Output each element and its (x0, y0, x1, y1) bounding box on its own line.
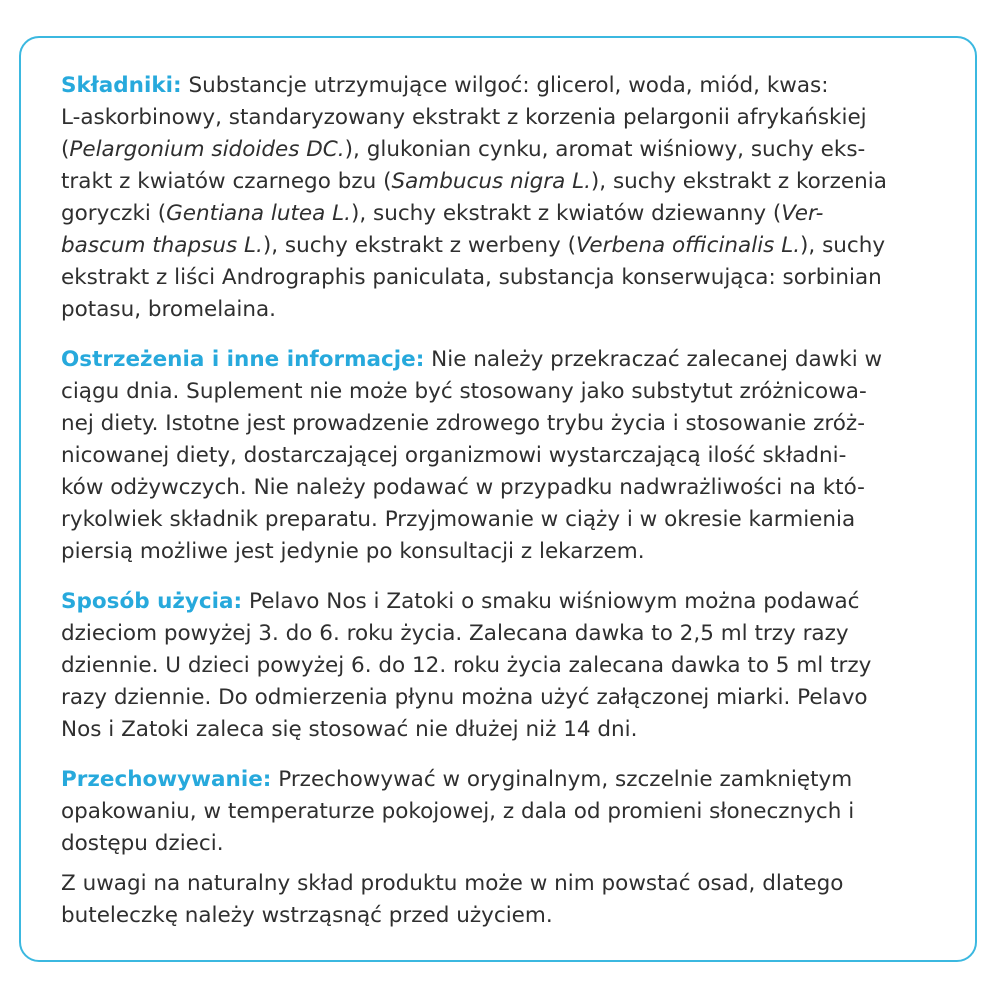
paragraph-line: Z uwagi na naturalny skład produktu może w nim powstać osad, dlatego (61, 871, 844, 896)
paragraph-line: nej diety. Istotne jest prowadzenie zdrowego trybu życia i stosowanie zróż- (61, 411, 865, 436)
paragraph-line: dostępu dzieci. (61, 831, 224, 856)
warnings-label: Ostrzeżenia i inne informacje: (61, 347, 425, 372)
latin-name: Ver- (781, 201, 824, 226)
paragraph-line: rykolwiek składnik preparatu. Przyjmowanie w ciąży i w okresie karmienia (61, 507, 856, 532)
paragraph-line: razy dziennie. Do odmierzenia płynu można użyć załączonej miarki. Pelavo (61, 685, 868, 710)
paragraph-line: Sposób użycia: Pelavo Nos i Zatoki o smaku wiśniowym można podawać (61, 589, 860, 614)
paragraph-line: Ostrzeżenia i inne informacje: Nie należy przekraczać zalecanej dawki w (61, 347, 883, 372)
latin-name: Verbena officinalis L. (575, 233, 801, 258)
paragraph-line: Nos i Zatoki zaleca się stosować nie dłużej niż 14 dni. (61, 717, 638, 742)
paragraph-line: ekstrakt z liści Andrographis paniculata, substancja konserwująca: sorbinian (61, 265, 882, 290)
warnings-paragraph (61, 344, 935, 568)
paragraph-line: L-askorbinowy, standaryzowany ekstrakt z korzenia pelargonii afrykańskiej (61, 105, 867, 130)
storage-paragraph (61, 764, 935, 860)
storage-label: Przechowywanie: (61, 767, 272, 792)
paragraph-line: Składniki: Substancje utrzymujące wilgoć: glicerol, woda, miód, kwas: (61, 73, 829, 98)
usage-label: Sposób użycia: (61, 589, 243, 614)
note-paragraph (61, 868, 935, 932)
paragraph-line: (Pelargonium sidoides DC.), glukonian cynku, aromat wiśniowy, suchy eks- (61, 137, 866, 162)
paragraph-line: dziennie. U dzieci powyżej 6. do 12. roku życia zalecana dawka to 5 ml trzy (61, 653, 872, 678)
latin-name: Gentiana lutea L. (166, 201, 351, 226)
paragraph-line: bascum thapsus L.), suchy ekstrakt z werbeny (Verbena officinalis L.), suchy (61, 233, 886, 258)
paragraph-line: goryczki (Gentiana lutea L.), suchy ekstrakt z kwiatów dziewanny (Ver- (61, 201, 824, 226)
ingredients-paragraph (61, 70, 935, 326)
usage-paragraph (61, 586, 935, 746)
leaflet-card (19, 36, 977, 962)
paragraph-line: Przechowywanie: Przechowywać w oryginalnym, szczelnie zamkniętym (61, 767, 853, 792)
paragraph-line: ków odżywczych. Nie należy podawać w przypadku nadwrażliwości na któ- (61, 475, 865, 500)
paragraph-line: piersią możliwe jest jedynie po konsultacji z lekarzem. (61, 539, 645, 564)
latin-name: bascum thapsus L. (61, 233, 263, 258)
paragraph-line: opakowaniu, w temperaturze pokojowej, z dala od promieni słonecznych i (61, 799, 855, 824)
paragraph-line: buteleczkę należy wstrząsnąć przed użyciem. (61, 903, 553, 928)
paragraph-line: ciągu dnia. Suplement nie może być stosowany jako substytut zróżnicowa- (61, 379, 867, 404)
ingredients-label: Składniki: (61, 73, 182, 98)
paragraph-line: nicowanej diety, dostarczającej organizmowi wystarczającą ilość składni- (61, 443, 847, 468)
paragraph-line: potasu, bromelaina. (61, 297, 276, 322)
paragraph-line: dzieciom powyżej 3. do 6. roku życia. Zalecana dawka to 2,5 ml trzy razy (61, 621, 849, 646)
latin-name: Sambucus nigra L. (391, 169, 591, 194)
paragraph-line: trakt z kwiatów czarnego bzu (Sambucus nigra L.), suchy ekstrakt z korzenia (61, 169, 887, 194)
latin-name: Pelargonium sidoides DC. (69, 137, 345, 162)
